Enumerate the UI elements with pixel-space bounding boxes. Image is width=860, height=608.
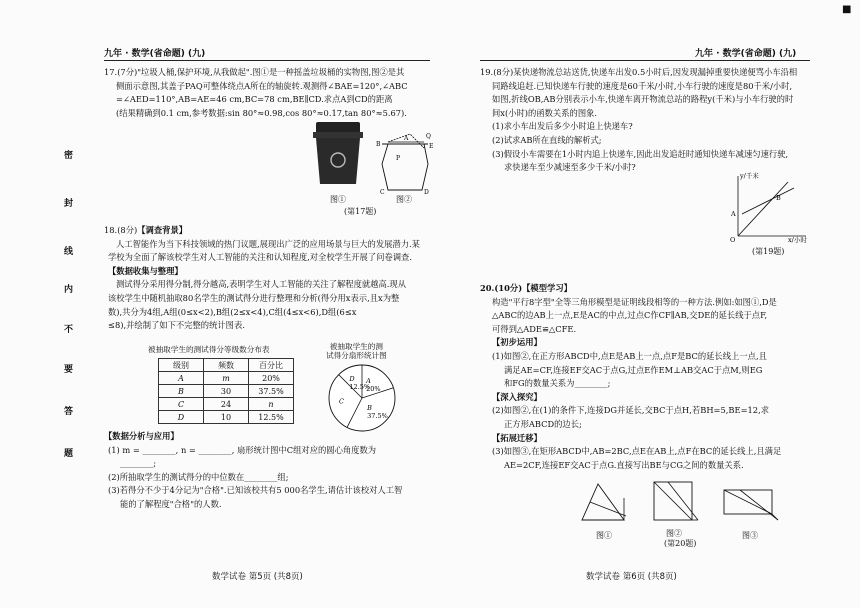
q20-intro-line: 构造"平行8字型"全等三角形模型是证明线段相等的一种方法.例如:如图①,D是 <box>492 296 777 307</box>
fig17-point-c: C <box>380 189 385 196</box>
pie-label-c: C <box>339 397 345 406</box>
binding-char-2: 封 <box>64 199 74 209</box>
table-cell: C <box>159 398 204 411</box>
q19-point-a: A <box>731 210 736 218</box>
q19-line: 求快递车至少减速至多少千米/小时? <box>504 162 636 173</box>
table-header-row <box>159 359 294 372</box>
q18-bg-line: 人工智能作为当下科技领域的热门议题,展现出广泛的应用场景与巨大的发展潜力.某 <box>116 238 420 249</box>
q18-collect-line: 该校学生中随机抽取80名学生的测试得分进行整理和分析(得分用x表示,且x为整 <box>108 292 400 303</box>
frequency-table <box>158 358 294 424</box>
table-cell: B <box>159 385 204 398</box>
pie-label-a: 20% <box>366 385 381 394</box>
q20-section-initial: 【初步运用】 <box>492 337 542 348</box>
table-row <box>159 411 294 424</box>
q18-question: ________; <box>120 458 156 469</box>
q19-caption: (第19题) <box>752 247 785 256</box>
table-row <box>159 398 294 411</box>
q20-section-deep: 【深入探究】 <box>492 391 542 402</box>
binding-char-4: 内 <box>64 285 74 295</box>
q19-line: 如图,折线OB,AB分别表示小车,快递车离开物流总站的路程y(千米)与小车行驶的时 <box>492 94 794 105</box>
pie-label-b: 37.5% <box>367 412 388 421</box>
q20-caption: (第20题) <box>664 539 697 548</box>
q20-p2-line: 正方形ABCD的边长; <box>504 418 582 429</box>
page-header-left: 九年 · 数学(省命题) (九) <box>104 49 206 59</box>
q17-line: 17.(7分)"垃圾人桶,保护环境,从我做起".图①是一种摇盖垃圾桶的实物图,图②是其 <box>104 67 405 77</box>
q20-fig3-label: 图③ <box>742 531 758 540</box>
binding-char-8: 题 <box>64 449 74 459</box>
q20-intro-line: △ABC的边AB上一点,E是AC的中点,过点C作CF∥AB,交DE的延长线于点F, <box>492 310 768 321</box>
pie-title-line2: 试得分扇形统计图 <box>326 351 387 360</box>
q17-caption: (第17题) <box>344 207 377 216</box>
q20-fig2-label: 图② <box>666 529 682 538</box>
q20-p2-line: (2)如图②,在(1)的条件下,连接DG并延长,交BC于点H,若BH=5,BE=12,求 <box>492 405 770 416</box>
table-cell: 37.5% <box>249 385 294 398</box>
q18-question: 能的了解程度"合格"的人数. <box>120 498 222 509</box>
q18-section-background: 【调查背景】 <box>137 225 188 235</box>
corner-mark: ■ <box>842 4 852 15</box>
q20-p1-line: 满足AE=CF,连接EF交AC于点G,过点E作EM⊥AB交AC于点M,则EG <box>504 364 763 375</box>
fig17-point-p: P <box>396 155 401 162</box>
q18-question: (1) m = ________, n = ________, 扇形统计图中C组对应的圆心角度数为 <box>108 444 377 455</box>
q18-collect-line: 数),共分为4组,A组(0≤x<2),B组(2≤x<4),C组(4≤x<6),D组(6≤x <box>108 306 357 317</box>
q18-analysis <box>104 430 438 512</box>
table-row <box>159 385 294 398</box>
table-row <box>159 372 294 385</box>
table-cell: n <box>249 398 294 411</box>
q17-line: =∠AED=110°,AB=AE=46 cm,BC=78 cm,BE∥CD.求点A到CD的距离 <box>116 94 393 105</box>
header-rule-right <box>480 60 810 61</box>
pie-title-line1: 被抽取学生的测 <box>329 342 383 351</box>
pie-label-b: B <box>367 404 372 413</box>
table-cell: A <box>159 372 204 385</box>
binding-char-6: 要 <box>64 365 74 375</box>
header-rule-left <box>104 60 430 61</box>
fig17-1-label: 图① <box>330 195 346 204</box>
binding-char-5: 不 <box>64 325 74 335</box>
q20-fig1-label: 图① <box>596 531 612 540</box>
q19-line: (1)求小车出发后多少小时追上快递车? <box>492 121 633 132</box>
table-header: 百分比 <box>249 359 294 372</box>
fig17-point-d: D <box>424 189 429 196</box>
table-cell: m <box>204 372 249 385</box>
table-cell: 24 <box>204 398 249 411</box>
binding-char-3: 线 <box>64 247 74 257</box>
q18-section-analysis: 【数据分析与应用】 <box>104 431 179 441</box>
pie-label-d: D <box>349 375 355 384</box>
q18-section-collect: 【数据收集与整理】 <box>108 265 183 276</box>
fig17-2-label: 图② <box>396 195 412 204</box>
question-17 <box>104 66 434 120</box>
q19-line: (2)试求AB所在直线的解析式; <box>492 134 602 145</box>
binding-char-1: 密 <box>64 151 74 161</box>
q19-graph <box>728 172 812 246</box>
q18-collect-line: 测试得分采用得分制,得分越高,表明学生对人工智能的关注了解程度就越高.现从 <box>116 279 407 290</box>
q20-fig3 <box>720 486 780 532</box>
footer-left: 数学试卷 第5页 (共8页) <box>212 572 303 582</box>
question-19 <box>480 66 816 175</box>
q19-point-o: O <box>730 236 736 244</box>
trash-can-photo <box>312 122 364 190</box>
q20-fig1 <box>578 482 630 528</box>
q19-line: 19.(8分)某快递物流总站送货,快递车出发0.5小时后,因发现漏掉重要快递便骂小车沿相 <box>480 67 798 77</box>
question-18 <box>104 224 438 333</box>
q17-line: (结果精确到0.1 cm,参考数据:sin 80°≈0.98,cos 80°≈0.17,tan 80°≈5.67). <box>116 107 407 118</box>
q19-line: 间x(小时)的函数关系的图象. <box>492 107 598 118</box>
fig17-point-a: A <box>404 135 409 142</box>
q19-line: 同路线追赶.已知快递车行驶的速度是60千米/小时,小车行驶的速度是80千米/小时, <box>492 80 793 91</box>
q20-intro-line: 20.(10分)【模型学习】 <box>480 283 572 293</box>
pie-chart <box>326 362 398 438</box>
q20-p3-line: (3)如图③,在矩形ABCD中,AB=2BC,点E在AB上,点F在BC的延长线上,且满足 <box>492 446 782 457</box>
fig17-2-diagram <box>376 130 434 198</box>
question-20 <box>480 282 818 472</box>
pie-chart-svg <box>326 362 398 434</box>
fig17-point-q: Q <box>426 133 431 140</box>
fig17-point-b: B <box>376 141 381 148</box>
fig17-point-e: E <box>429 143 434 150</box>
pie-label-d: 12.5% <box>349 383 371 392</box>
footer-right: 数学试卷 第6页 (共8页) <box>586 572 677 582</box>
q18-question: (2)所抽取学生的测试得分的中位数在________组; <box>108 471 289 482</box>
table-header: 频数 <box>204 359 249 372</box>
q17-line: 侧面示意图,其盖子PAQ可整体绕点A所在的轴旋转.观测得∠BAE=120°,∠ABC <box>116 80 408 91</box>
q18-intro: 18.(8分) <box>104 225 138 235</box>
q20-fig2 <box>650 478 700 532</box>
page-header-right: 九年 · 数学(省命题) (九) <box>695 49 797 59</box>
table-cell: 20% <box>249 372 294 385</box>
table-header: 级别 <box>159 359 204 372</box>
q19-ylabel: y/千米 <box>740 172 759 180</box>
q18-bg-line: 学校为全面了解该校学生对人工智能的关注和认知程度,对全校学生开展了问卷调查. <box>108 252 412 263</box>
table-title: 被抽取学生的测试得分等级数分布表 <box>148 345 270 354</box>
pie-title <box>326 342 387 360</box>
q19-line: (3)假设小车需要在1小时内追上快递车,因此出发追赶时通知快递车减速匀速行驶, <box>492 148 789 159</box>
binding-char-7: 答 <box>64 407 74 417</box>
q18-collect-line: ≤8),并绘制了如下不完整的统计图表. <box>108 320 245 331</box>
pie-label-a: A <box>366 377 371 386</box>
q20-section-extend: 【拓展迁移】 <box>492 432 542 443</box>
q18-question: (3)若得分不少于4分记为"合格".已知该校共有5 000名学生,请估计该校对人工智 <box>108 485 403 496</box>
table-cell: D <box>159 411 204 424</box>
q20-intro-line: 可得到△ADE≌△CFE. <box>492 323 577 334</box>
table-cell: 30 <box>204 385 249 398</box>
table-cell: 10 <box>204 411 249 424</box>
q19-point-b: B <box>776 194 781 202</box>
q20-p1-line: 和FG的数量关系为________; <box>504 378 611 389</box>
q20-p1-line: (1)如图②,在正方形ABCD中,点E是AB上一点,点F是BC的延长线上一点,且 <box>492 350 767 361</box>
q19-xlabel: x/小时 <box>788 236 807 244</box>
table-cell: 12.5% <box>249 411 294 424</box>
q20-p3-line: AE=2CF,连接EF交AC于点G.直接写出BE与CG之间的数量关系. <box>504 459 744 470</box>
